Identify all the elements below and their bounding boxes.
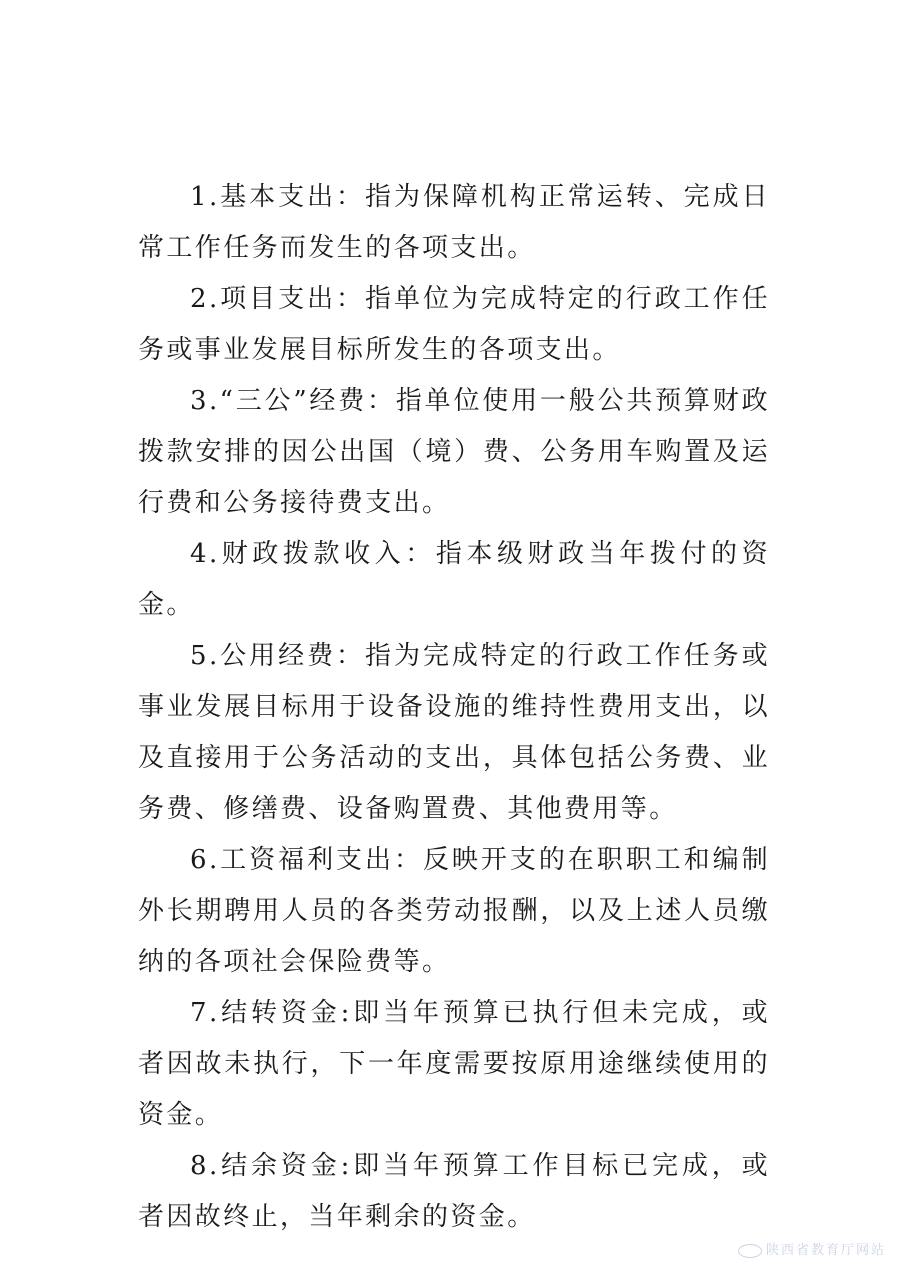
definition-text: 指单位为完成特定的行政工作任务或事业发展目标所发生的各项支出。 [138,284,770,365]
definition-text: 指单位使用一般公共预算财政拨款安排的因公出国（境）费、公务用车购置及运行费和公务接待费支出。 [138,386,770,518]
watermark-text: 陕西省教育厅网站 [765,1243,886,1258]
definition-surplus-funds [138,1141,770,1243]
definition-salary-welfare [138,835,770,988]
definition-term: 6.工资福利支出： [190,845,423,875]
definition-public-funds [138,631,770,835]
definition-term: 3.“三公”经费： [190,386,396,416]
definition-carried-forward-funds [138,988,770,1141]
definition-term: 1.基本支出： [190,182,366,212]
definition-term: 5.公用经费： [190,641,366,671]
definition-text: 指为完成特定的行政工作任务或事业发展目标用于设备设施的维持性费用支出，以及直接用于公务活动的支出，具体包括公务费、业务费、修缮费、设备购置费、其他费用等。 [138,641,770,824]
definition-term: 2.项目支出： [190,284,366,314]
watermark-logo-icon [738,1244,762,1258]
definition-project-expenditure [138,274,770,376]
definition-text: 即当年预算工作目标已完成，或者因故终止，当年剩余的资金。 [138,1151,770,1232]
definition-three-public-expenses [138,376,770,529]
definition-text: 指为保障机构正常运转、完成日常工作任务而发生的各项支出。 [138,182,770,263]
definition-term: 4.财政拨款收入： [190,539,436,569]
definition-text: 指本级财政当年拨付的资金。 [138,539,770,620]
definition-text: 即当年预算已执行但未完成，或者因故未执行，下一年度需要按原用途继续使用的资金。 [138,998,770,1130]
document-body [138,172,770,1243]
definition-term: 7.结转资金: [190,998,352,1028]
definition-term: 8.结余资金: [190,1151,352,1181]
site-watermark [738,1239,886,1258]
definition-fiscal-appropriation-income [138,529,770,631]
definition-basic-expenditure [138,172,770,274]
definition-text: 反映开支的在职职工和编制外长期聘用人员的各类劳动报酬，以及上述人员缴纳的各项社会保险费等。 [138,845,770,977]
